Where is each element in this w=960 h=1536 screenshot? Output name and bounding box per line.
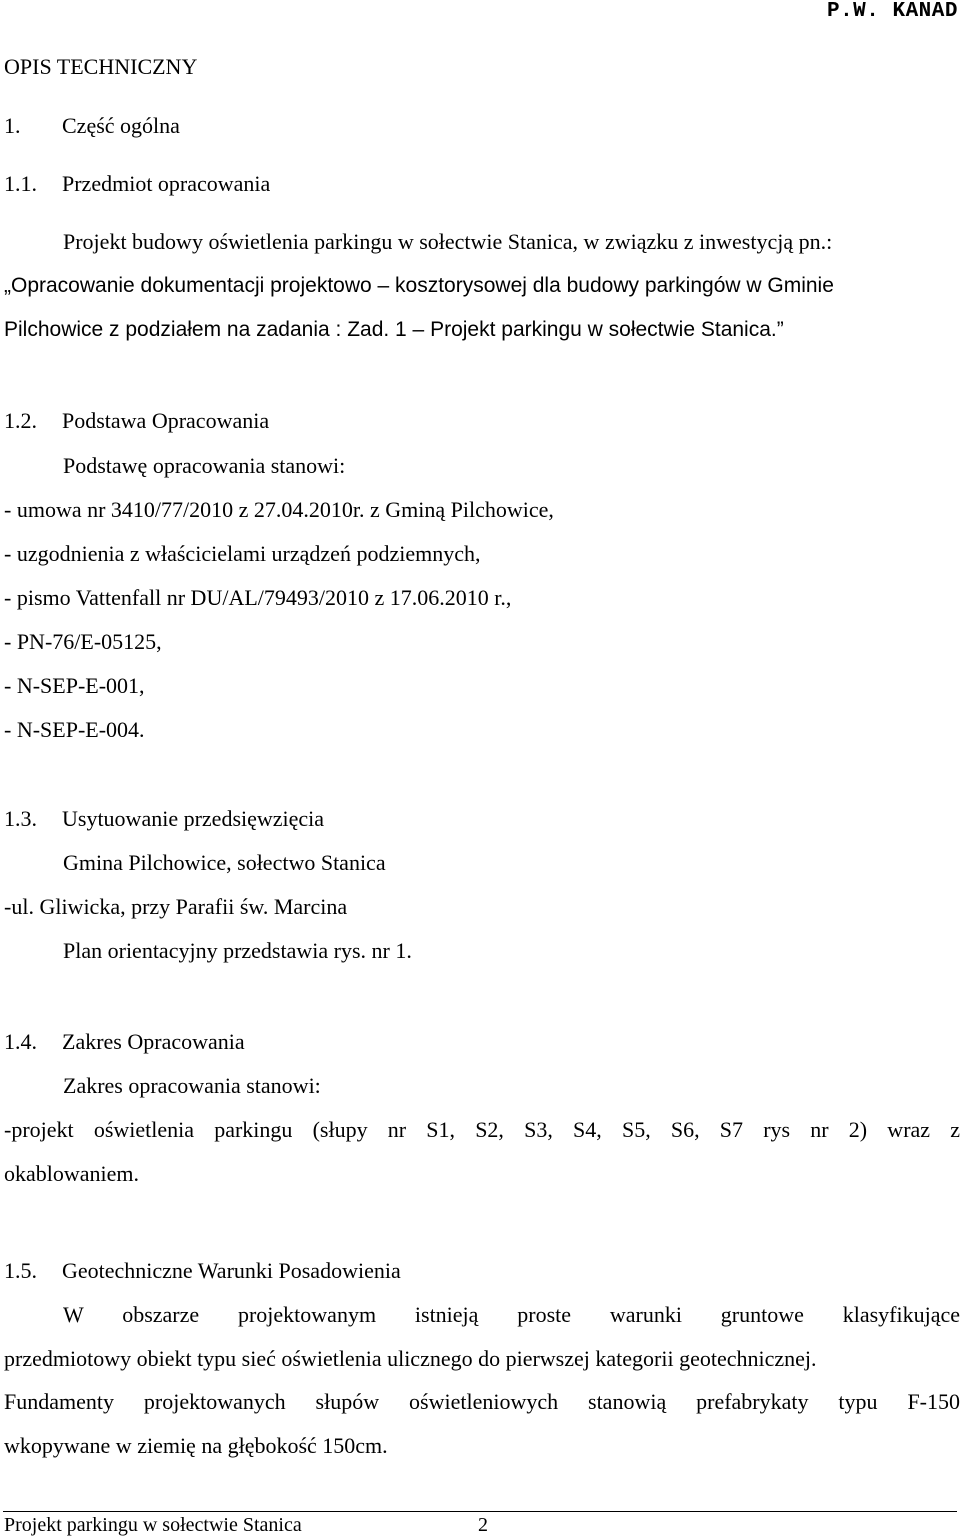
section-number: 1. (4, 113, 21, 138)
paragraph-line: Fundamenty projektowanych słupów oświetleniowych stanowią prefabrykaty typu F-150 (4, 1389, 960, 1414)
paragraph-line: przedmiotowy obiekt typu sieć oświetlenia ulicznego do pierwszej kategorii geotechnicznej. (4, 1346, 817, 1371)
section-number: 1.2. (4, 408, 37, 433)
section-1-2-heading (4, 408, 269, 434)
footer-divider (3, 1511, 957, 1512)
section-number: 1.3. (4, 806, 37, 831)
section-title: Geotechniczne Warunki Posadowienia (62, 1258, 401, 1283)
document-title: OPIS TECHNICZNY (4, 54, 198, 79)
section-title: Przedmiot opracowania (62, 171, 271, 196)
section-title: Część ogólna (62, 113, 180, 138)
section-1-4-heading (4, 1029, 245, 1055)
section-number: 1.1. (4, 171, 37, 196)
list-item: - uzgodnienia z właścicielami urządzeń podziemnych, (4, 541, 481, 566)
section-title: Podstawa Opracowania (62, 408, 270, 433)
section-title: Usytuowanie przedsięwzięcia (62, 806, 325, 831)
paragraph-line: wkopywane w ziemię na głębokość 150cm. (4, 1433, 388, 1458)
section-1-1-heading (4, 171, 270, 197)
paragraph-line: Pilchowice z podziałem na zadania : Zad. 1 – Projekt parkingu w sołectwie Stanica.” (4, 318, 784, 341)
paragraph-line: Podstawę opracowania stanowi: (63, 453, 346, 478)
paragraph-line: Plan orientacyjny przedstawia rys. nr 1. (63, 938, 412, 963)
section-number: 1.5. (4, 1258, 37, 1283)
paragraph-line: Zakres opracowania stanowi: (63, 1073, 321, 1098)
section-1-3-heading (4, 806, 324, 832)
paragraph-line: W obszarze projektowanym istnieją proste warunki gruntowe klasyfikujące (63, 1302, 960, 1327)
paragraph-line: -ul. Gliwicka, przy Parafii św. Marcina (4, 894, 348, 919)
paragraph-line: Projekt budowy oświetlenia parkingu w sołectwie Stanica, w związku z inwestycją pn.: (63, 229, 833, 254)
section-1-5-heading (4, 1258, 401, 1284)
paragraph-line: Gmina Pilchowice, sołectwo Stanica (63, 850, 386, 875)
section-1-heading (4, 113, 180, 139)
paragraph-line: -projekt oświetlenia parkingu (słupy nr S1, S2, S3, S4, S5, S6, S7 rys nr 2) wraz z (4, 1117, 960, 1142)
company-header: P.W. KANAD (826, 0, 958, 23)
list-item: - PN-76/E-05125, (4, 629, 162, 654)
paragraph-line: „Opracowanie dokumentacji projektowo – kosztorysowej dla budowy parkingów w Gminie (4, 274, 834, 297)
footer-text: Projekt parkingu w sołectwie Stanica (4, 1514, 302, 1536)
section-title: Zakres Opracowania (62, 1029, 245, 1054)
page-number: 2 (478, 1514, 488, 1536)
list-item: - pismo Vattenfall nr DU/AL/79493/2010 z 17.06.2010 r., (4, 585, 512, 610)
list-item: - N-SEP-E-001, (4, 673, 145, 698)
list-item: - umowa nr 3410/77/2010 z 27.04.2010r. z Gminą Pilchowice, (4, 497, 554, 522)
list-item: - N-SEP-E-004. (4, 717, 145, 742)
paragraph-line: okablowaniem. (4, 1161, 140, 1186)
section-number: 1.4. (4, 1029, 37, 1054)
